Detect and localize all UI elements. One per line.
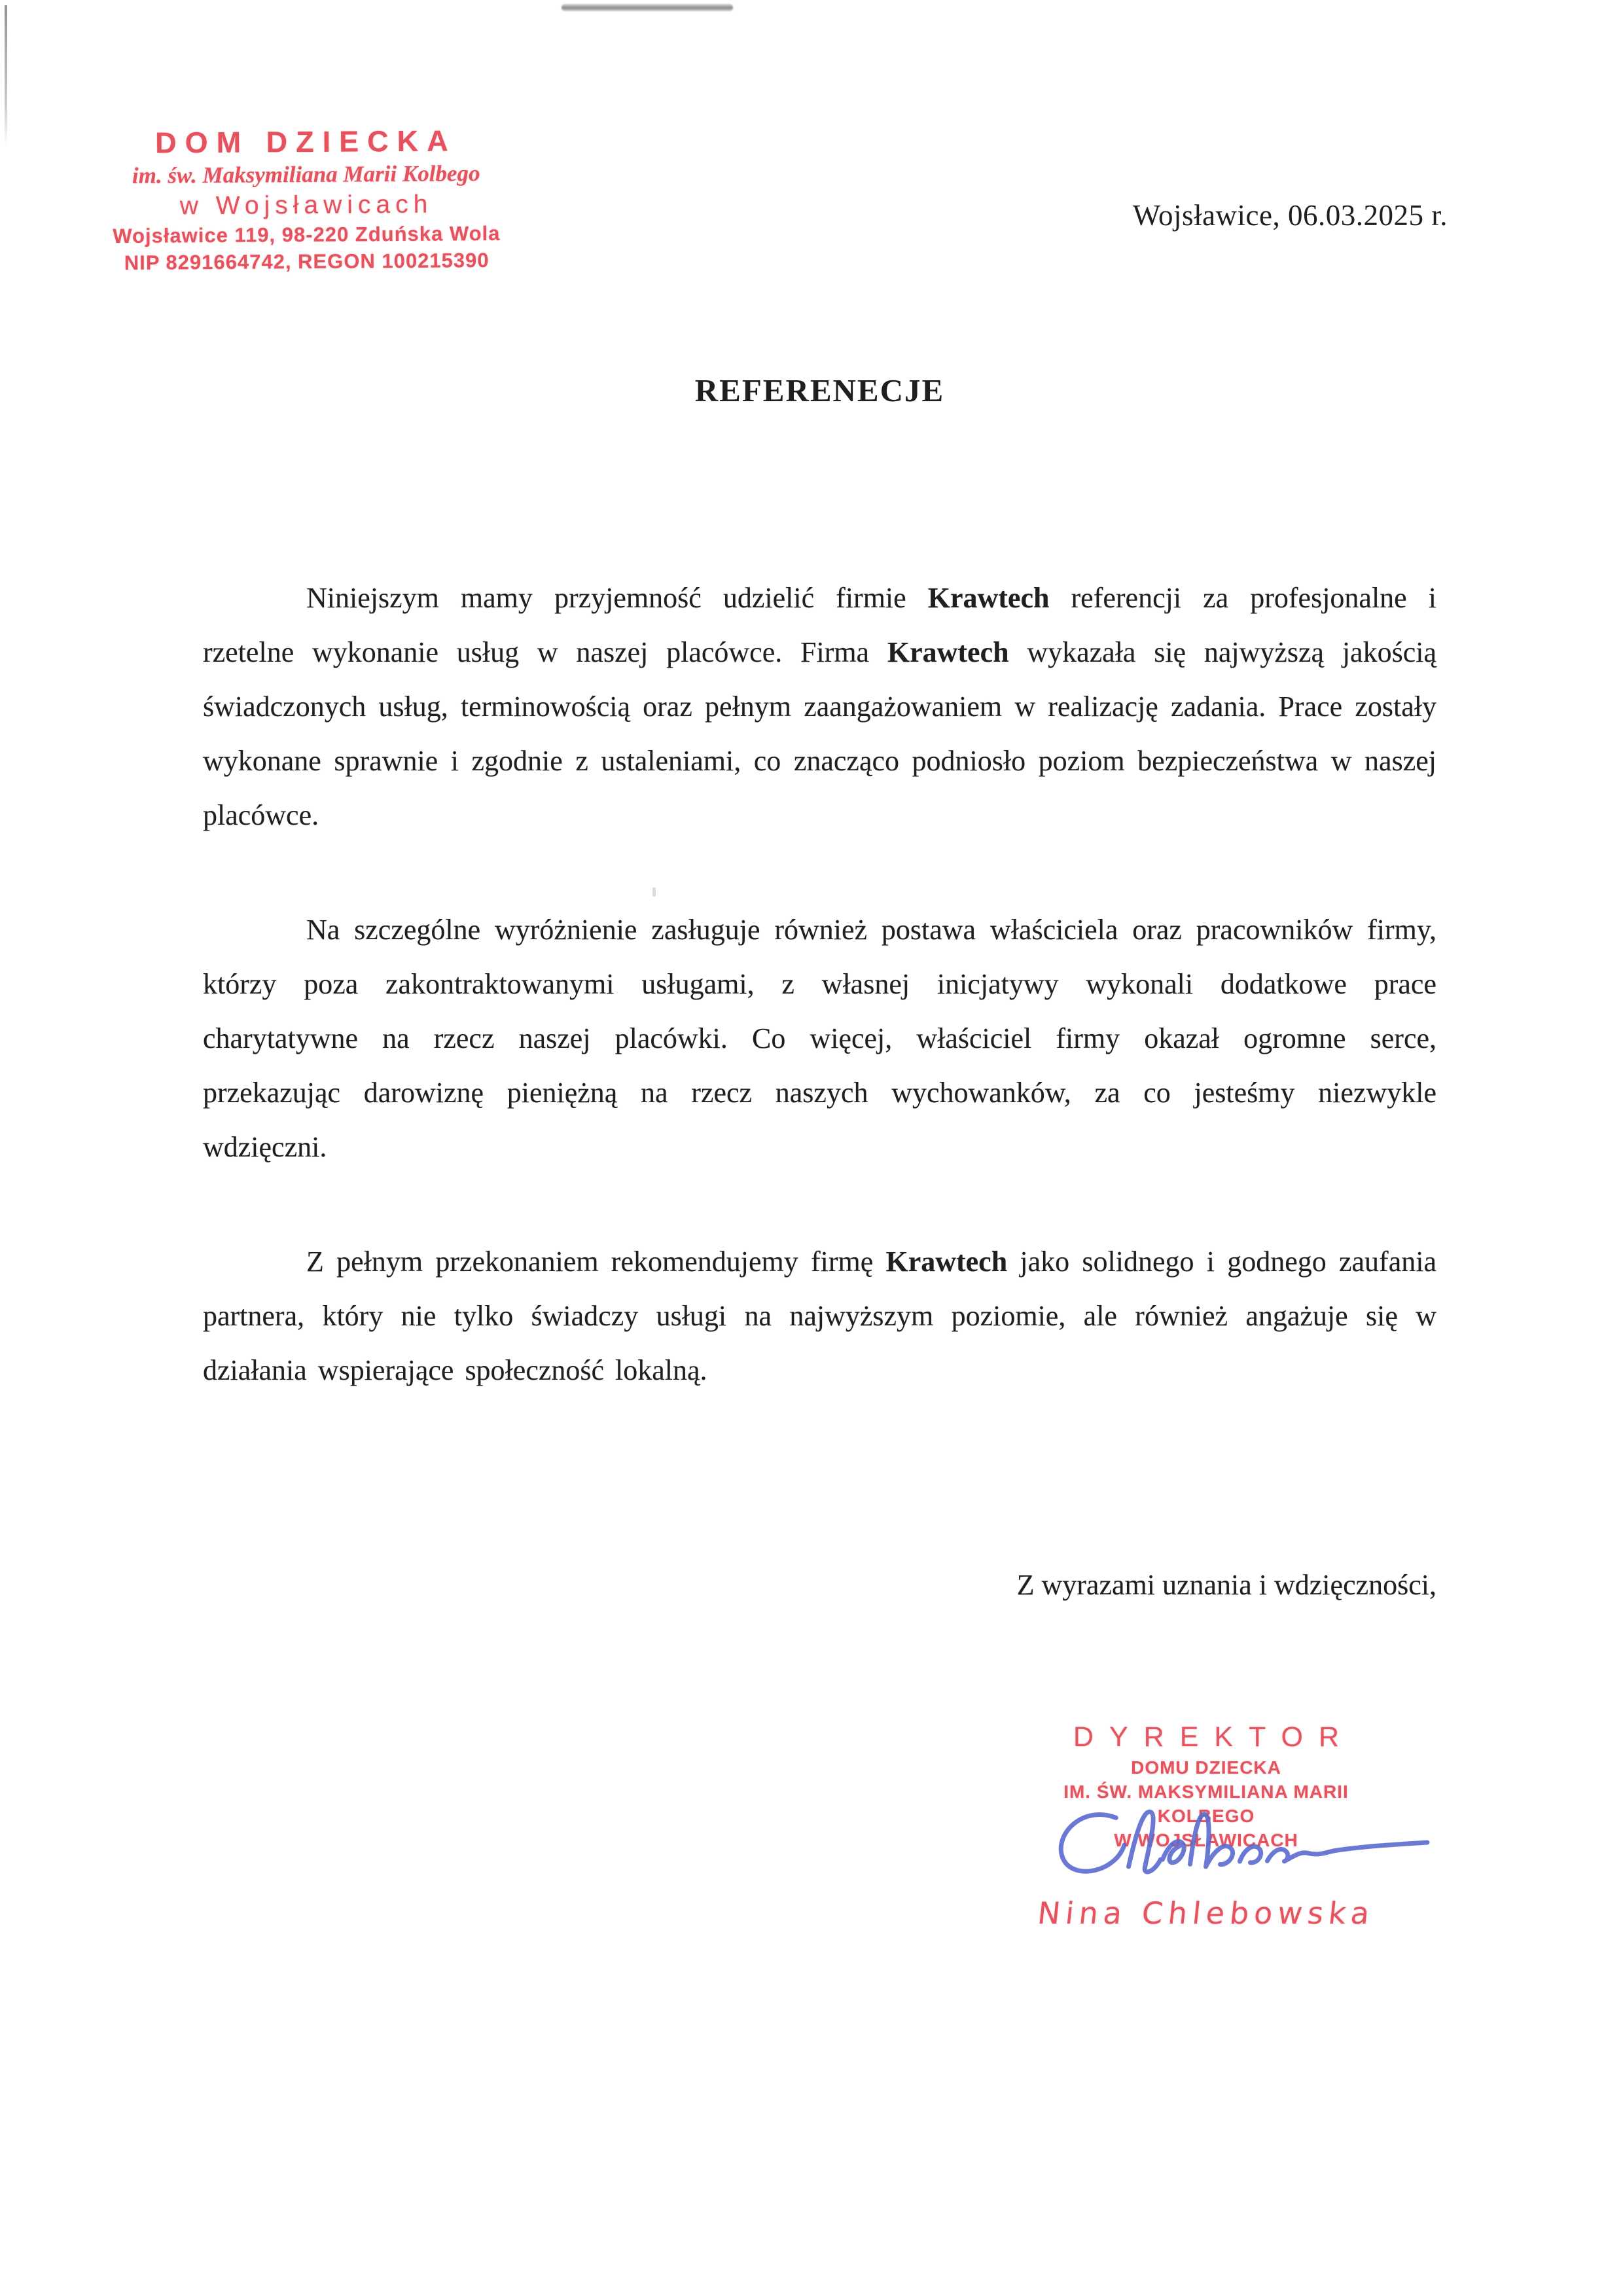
letter-date: Wojsławice, 06.03.2025 r. (1132, 199, 1448, 232)
stamp-address: Wojsławice 119, 98-220 Zduńska Wola (113, 221, 501, 248)
signature-stroke (1060, 1807, 1427, 1874)
stamp-patron-name: im. św. Maksymiliana Marii Kolbego (132, 160, 480, 188)
stamp-org-name: DOM DZIECKA (154, 124, 457, 160)
letter-body (203, 571, 1436, 1397)
scan-artifact-top-smudge (562, 4, 733, 11)
closing-line: Z wyrazami uznania i wdzięczności, (1016, 1569, 1436, 1601)
scan-artifact-left-line (5, 5, 7, 146)
stamp-director-title: DYREKTOR (1073, 1721, 1355, 1753)
signature-ink-scribble (1044, 1793, 1438, 1897)
stamp-director-org-line2: IM. ŚW. MAKSYMILIANA MARII KOLBEGO (1063, 1782, 1349, 1826)
stamp-location: w Wojsławicach (179, 190, 433, 221)
signee-name: Nina Chlebowska (1035, 1895, 1377, 1931)
letter-title: REFERENECJE (694, 372, 945, 408)
stamp-director-org-line3: W WOJSŁAWICACH (1114, 1830, 1298, 1850)
institution-stamp (109, 123, 503, 276)
paragraph-2: Na szczególne wyróżnienie zasługuje również postawa właściciela oraz pracowników firmy, którzy poza zakontraktowanymi usługami, z własnej inicjatywy wykonali dodatkowe prace charytatywne na rzecz naszej placówki. Co więcej, właściciel firmy okazał ogromne serce, przekazując darowiznę pieniężną na rzecz naszych wychowanków, za co jesteśmy niezwykle wdzięczni. (203, 914, 1436, 1163)
paragraph-1: Niniejszym mamy przyjemność udzielić firmie Krawtech referencji za profesjonalne i rzetelne wykonanie usług w naszej placówce. Firma Krawtech wykazała się najwyższą jakością świadczonych usług, terminowością oraz pełnym zaangażowaniem w realizację zadania. Prace zostały wykonane sprawnie i zgodnie z ustaleniami, co znacząco podniosło poziom bezpieczeństwa w naszej placówce. (203, 582, 1436, 831)
stamp-nip-regon: NIP 8291664742, REGON 100215390 (124, 249, 490, 274)
paragraph-3: Z pełnym przekonaniem rekomendujemy firmę Krawtech jako solidnego i godnego zaufania partnera, który nie tylko świadczy usługi na najwyższym poziomie, ale również angażuje się w działania wspierające społeczność lokalną. (203, 1246, 1436, 1386)
stamp-director-org-line1: DOMU DZIECKA (1131, 1757, 1281, 1778)
